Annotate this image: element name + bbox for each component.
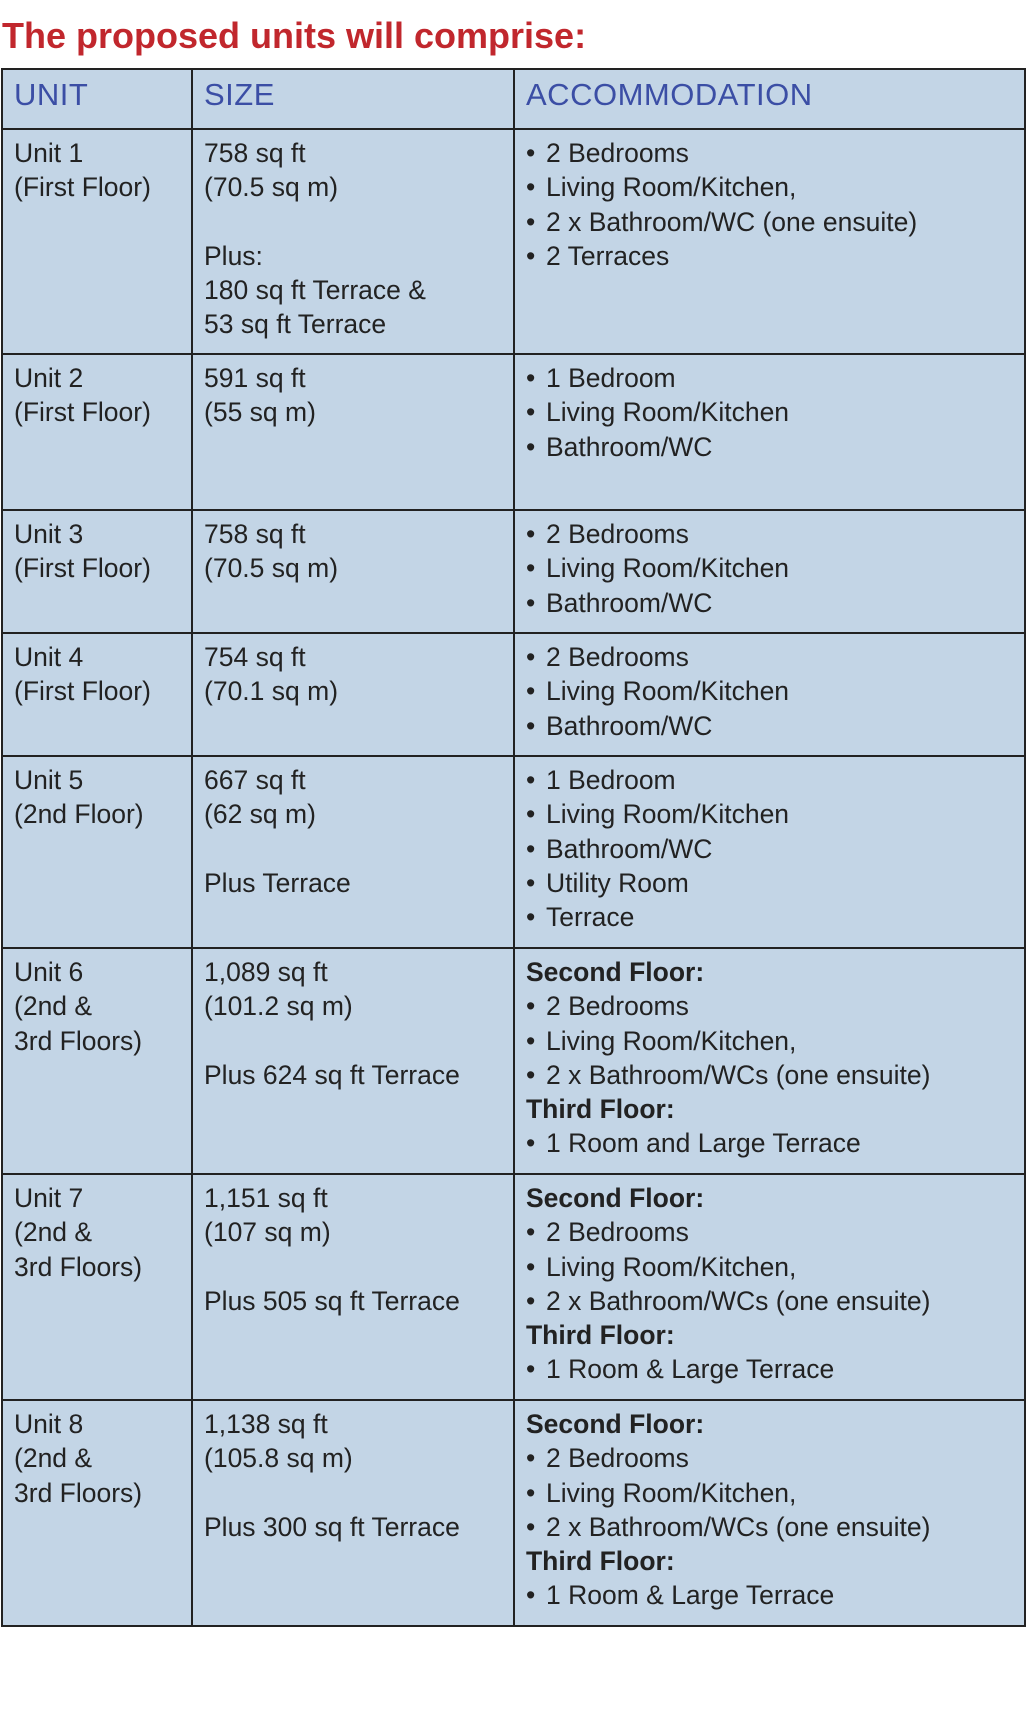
cell-line: 591 sq ft [204,363,306,393]
list-item-text: Living Room/Kitchen [546,397,790,428]
list-item [526,395,1014,429]
cell-line: Unit 7 [14,1183,84,1213]
table-row [2,756,1025,948]
cell-line: Unit 3 [14,519,84,549]
bullet-icon: • [526,1217,536,1248]
list-item-text: 2 Bedrooms [546,519,689,549]
cell-line: (First Floor) [14,397,151,428]
list-item [526,709,1014,743]
list-item [526,674,1014,708]
bullet-icon: • [526,1443,536,1474]
list-item [526,136,1014,170]
list-item [526,1441,1014,1475]
bullet-icon: • [526,138,536,168]
list-item [526,205,1014,239]
cell-line: (55 sq m) [204,397,316,428]
list-item-text: 2 Bedrooms [546,138,689,168]
accommodation-cell [514,1400,1025,1626]
cell-line: (70.5 sq m) [204,553,339,584]
size-cell [192,948,514,1174]
bullet-icon: • [526,799,536,830]
cell-line: Plus Terrace [204,867,351,898]
list-item-text: 1 Room and Large Terrace [546,1128,861,1159]
list-item-text: 1 Bedroom [546,363,676,393]
size-cell [192,1400,514,1626]
bullet-icon: • [526,1128,536,1159]
list-item-text: 2 x Bathroom/WCs (one ensuite) [546,1511,931,1542]
cell-line: (62 sq m) [204,799,316,830]
cell-line: Unit 6 [14,957,84,987]
bullet-icon: • [526,710,536,741]
cell-line: (2nd & [14,1443,93,1474]
spacer [204,832,503,866]
list-item-text: 1 Bedroom [546,765,676,795]
list-item [526,763,1014,797]
size-cell [192,633,514,756]
list-item-text: Living Room/Kitchen, [546,1025,797,1056]
bullet-icon: • [526,363,536,393]
unit-cell [2,1174,192,1400]
list-item [526,1284,1014,1318]
accommodation-cell [514,510,1025,633]
table-row [2,354,1025,510]
cell-line: 180 sq ft Terrace & [204,275,426,306]
size-cell [192,510,514,633]
list-item-text: Terrace [546,902,635,933]
cell-line: 53 sq ft Terrace [204,309,387,340]
bullet-icon: • [526,902,536,933]
accommodation-cell [514,633,1025,756]
spacer [204,205,503,239]
cell-line: (2nd & [14,991,93,1022]
cell-line: Unit 4 [14,642,84,672]
list-item [526,239,1014,273]
bullet-icon: • [526,397,536,428]
list-item-text: 2 Bedrooms [546,1217,689,1248]
table-row [2,633,1025,756]
list-item [526,640,1014,674]
bullet-icon: • [526,431,536,462]
list-item-text: 2 Bedrooms [546,1443,689,1474]
bullet-icon: • [526,676,536,707]
floor-heading: Second Floor: [526,957,705,987]
header-size: SIZE [192,69,514,129]
cell-line: (70.1 sq m) [204,676,339,707]
accommodation-cell [514,756,1025,948]
table-header-row [2,69,1025,129]
size-cell [192,354,514,510]
list-item-text: Living Room/Kitchen, [546,172,797,203]
table-body [2,129,1025,1626]
unit-cell [2,633,192,756]
cell-line: 1,138 sq ft [204,1409,328,1439]
table-row [2,1400,1025,1626]
bullet-icon: • [526,765,536,795]
table-row [2,510,1025,633]
list-item [526,900,1014,934]
list-item [526,361,1014,395]
list-item [526,1024,1014,1058]
unit-cell [2,948,192,1174]
cell-line: 3rd Floors) [14,1025,143,1056]
cell-line: 3rd Floors) [14,1251,143,1282]
list-item [526,1476,1014,1510]
cell-line: Unit 8 [14,1409,84,1439]
bullet-icon: • [526,642,536,672]
table-row [2,948,1025,1174]
list-item [526,430,1014,464]
bullet-icon: • [526,1285,536,1316]
cell-line: Plus 505 sq ft Terrace [204,1285,460,1316]
list-item [526,1578,1014,1612]
header-unit: UNIT [2,69,192,129]
bullet-icon: • [526,519,536,549]
list-item [526,586,1014,620]
list-item-text: Living Room/Kitchen [546,676,790,707]
bullet-icon: • [526,867,536,898]
list-item-text: Living Room/Kitchen [546,553,790,584]
size-cell [192,1174,514,1400]
size-cell [192,756,514,948]
list-item-text: Bathroom/WC [546,431,713,462]
list-item [526,170,1014,204]
table-row [2,1174,1025,1400]
floor-heading: Third Floor: [526,1320,675,1351]
bullet-icon: • [526,833,536,864]
bullet-icon: • [526,1580,536,1611]
list-item [526,866,1014,900]
cell-line: Unit 2 [14,363,84,393]
bullet-icon: • [526,172,536,203]
list-item-text: 2 x Bathroom/WC (one ensuite) [546,206,918,237]
list-item [526,832,1014,866]
cell-line: 667 sq ft [204,765,306,795]
accommodation-cell [514,129,1025,354]
bullet-icon: • [526,553,536,584]
list-item-text: Living Room/Kitchen, [546,1477,797,1508]
list-item [526,1215,1014,1249]
page-title: The proposed units will comprise: [2,15,587,56]
cell-line: Plus 624 sq ft Terrace [204,1059,460,1090]
unit-cell [2,129,192,354]
size-cell [192,129,514,354]
cell-line: (First Floor) [14,172,151,203]
accommodation-cell [514,948,1025,1174]
list-item [526,517,1014,551]
unit-cell [2,1400,192,1626]
floor-heading: Third Floor: [526,1546,675,1577]
list-item-text: Bathroom/WC [546,833,713,864]
unit-cell [2,756,192,948]
bullet-icon: • [526,587,536,618]
bullet-icon: • [526,206,536,237]
list-item-text: 1 Room & Large Terrace [546,1354,835,1385]
list-item-text: 2 Bedrooms [546,991,689,1022]
header-accommodation: ACCOMMODATION [514,69,1025,129]
cell-line: 754 sq ft [204,642,306,672]
unit-cell [2,510,192,633]
bullet-icon: • [526,1511,536,1542]
list-item [526,989,1014,1023]
list-item [526,1126,1014,1160]
accommodation-cell [514,354,1025,510]
list-item [526,1352,1014,1386]
cell-line: (2nd Floor) [14,799,144,830]
floor-heading: Third Floor: [526,1094,675,1125]
cell-line: (70.5 sq m) [204,172,339,203]
cell-line: Unit 1 [14,138,84,168]
list-item-text: Living Room/Kitchen, [546,1251,797,1282]
list-item-text: Bathroom/WC [546,587,713,618]
list-item-text: 2 Terraces [546,240,670,271]
floor-heading: Second Floor: [526,1183,705,1213]
list-item [526,551,1014,585]
list-item [526,797,1014,831]
list-item-text: 2 x Bathroom/WCs (one ensuite) [546,1285,931,1316]
unit-cell [2,354,192,510]
cell-line: 1,089 sq ft [204,957,328,987]
bullet-icon: • [526,1251,536,1282]
cell-line: Unit 5 [14,765,84,795]
cell-line: (First Floor) [14,676,151,707]
list-item-text: Living Room/Kitchen [546,799,790,830]
list-item-text: 2 x Bathroom/WCs (one ensuite) [546,1059,931,1090]
bullet-icon: • [526,1059,536,1090]
cell-line: (2nd & [14,1217,93,1248]
spacer [204,1476,503,1510]
units-table [1,68,1026,1627]
cell-line: (105.8 sq m) [204,1443,353,1474]
bullet-icon: • [526,240,536,271]
list-item [526,1250,1014,1284]
spacer [204,1250,503,1284]
list-item-text: 1 Room & Large Terrace [546,1580,835,1611]
bullet-icon: • [526,1354,536,1385]
bullet-icon: • [526,1025,536,1056]
spacer [204,1024,503,1058]
cell-line: 1,151 sq ft [204,1183,328,1213]
list-item-text: Utility Room [546,867,689,898]
list-item-text: 2 Bedrooms [546,642,689,672]
bullet-icon: • [526,1477,536,1508]
table-row [2,129,1025,354]
cell-line: 758 sq ft [204,519,306,549]
cell-line: (107 sq m) [204,1217,331,1248]
list-item [526,1510,1014,1544]
cell-line: (101.2 sq m) [204,991,353,1022]
cell-line: (First Floor) [14,553,151,584]
cell-line: Plus: [204,240,263,271]
floor-heading: Second Floor: [526,1409,705,1439]
cell-line: Plus 300 sq ft Terrace [204,1511,460,1542]
bullet-icon: • [526,991,536,1022]
list-item-text: Bathroom/WC [546,710,713,741]
list-item [526,1058,1014,1092]
cell-line: 3rd Floors) [14,1477,143,1508]
accommodation-cell [514,1174,1025,1400]
cell-line: 758 sq ft [204,138,306,168]
